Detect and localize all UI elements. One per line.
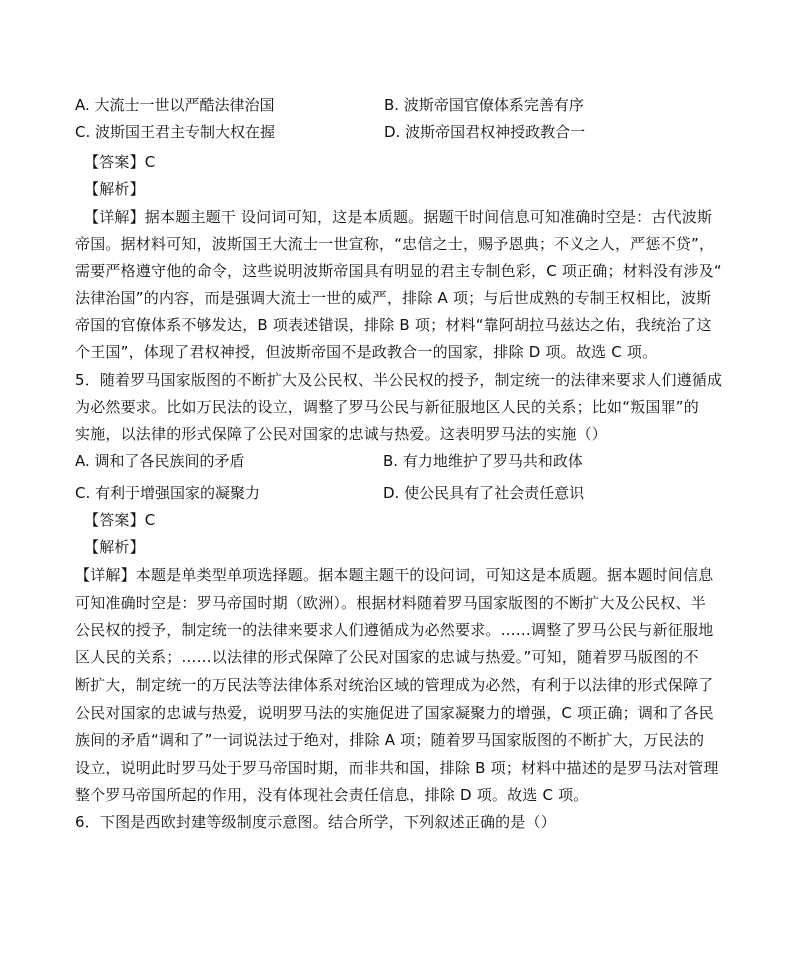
q4-detail-line-1: 【详解】据本题主题干 设问词可知，这是本质题。据题干时间信息可知准确时空是：古代波斯 [84, 208, 713, 226]
q4-answer: 【答案】C [84, 153, 156, 171]
q4-analysis-label: 【解析】 [84, 180, 145, 198]
q4-option-d: D. 波斯帝国君权神授政教合一 [384, 123, 586, 141]
q4-option-b: B. 波斯帝国官僚体系完善有序 [384, 96, 584, 114]
q5-detail-line-4: 区人民的关系；……以法律的形式保障了公民对国家的忠诚与热爱。”可知，随着罗马版图的不 [75, 648, 699, 666]
q5-option-b: B. 有力地维护了罗马共和政体 [383, 452, 583, 470]
q5-stem-line-2: 为必然要求。比如万民法的设立，调整了罗马公民与新征服地区人民的关系；比如“叛国罪”的 [75, 398, 699, 416]
q5-option-d: D. 使公民具有了社会责任意识 [383, 484, 585, 502]
q4-option-a: A. 大流士一世以严酷法律治国 [75, 96, 275, 114]
q5-option-c: C. 有利于增强国家的凝聚力 [75, 484, 261, 502]
q5-detail-line-1: 【详解】本题是单类型单项选择题。据本题主题干的设问词，可知这是本质题。据本题时间信息 [75, 566, 714, 584]
q5-detail-line-3: 公民权的授予，制定统一的法律来要求人们遵循成为必然要求。……调整了罗马公民与新征服地 [75, 621, 714, 639]
q5-detail-line-6: 公民对国家的忠诚与热爱，说明罗马法的实施促进了国家凝聚力的增强，C 项正确；调和了各民 [75, 704, 714, 722]
q5-detail-line-2: 可知准确时空是：罗马帝国时期（欧洲）。根据材料随着罗马国家版图的不断扩大及公民权、半 [75, 594, 706, 612]
q4-detail-line-3: 需要严格遵守他的命令，这些说明波斯帝国具有明显的君主专制色彩，C 项正确；材料没有涉及“ [75, 262, 722, 280]
q4-detail-line-4: 法律治国”的内容，而是强调大流士一世的威严，排除 A 项；与后世成熟的专制王权相比，波斯 [75, 289, 712, 307]
q5-detail-line-9: 整个罗马帝国所起的作用，没有体现社会责任信息，排除 D 项。故选 C 项。 [75, 786, 589, 804]
q4-detail-line-2: 帝国。据材料可知，波斯国王大流士一世宣称，“忠信之士，赐予恩典；不义之人，严惩不贷”， [75, 235, 715, 253]
q5-detail-line-5: 断扩大，制定统一的万民法等法律体系对统治区域的管理成为必然，有利于以法律的形式保障了 [75, 676, 714, 694]
q4-detail-line-6: 个王国”，体现了君权神授，但波斯帝国不是政教合一的国家，排除 D 项。故选 C 项。 [75, 343, 658, 361]
q5-detail-line-8: 设立，说明此时罗马处于罗马帝国时期，而非共和国，排除 B 项；材料中描述的是罗马法对管理 [75, 759, 719, 777]
q5-detail-line-7: 族间的矛盾“调和了”一词说法过于绝对，排除 A 项；随着罗马国家版图的不断扩大，万民法的 [75, 731, 705, 749]
q5-analysis-label: 【解析】 [84, 538, 145, 556]
q4-option-c: C. 波斯国王君主专制大权在握 [75, 123, 276, 141]
q5-answer: 【答案】C [84, 511, 156, 529]
q5-stem-line-1: 5．随着罗马国家版图的不断扩大及公民权、半公民权的授予，制定统一的法律来要求人们遵循成 [75, 371, 723, 389]
q4-detail-line-5: 帝国的官僚体系不够发达，B 项表述错误，排除 B 项；材料“靠阿胡拉马兹达之佑，我统治了这 [75, 316, 712, 334]
q5-stem-line-3: 实施，以法律的形式保障了公民对国家的忠诚与热爱。这表明罗马法的实施（） [75, 425, 608, 443]
q5-option-a: A. 调和了各民族间的矛盾 [75, 452, 245, 470]
q6-stem: 6．下图是西欧封建等级制度示意图。结合所学，下列叙述正确的是（） [75, 813, 556, 831]
